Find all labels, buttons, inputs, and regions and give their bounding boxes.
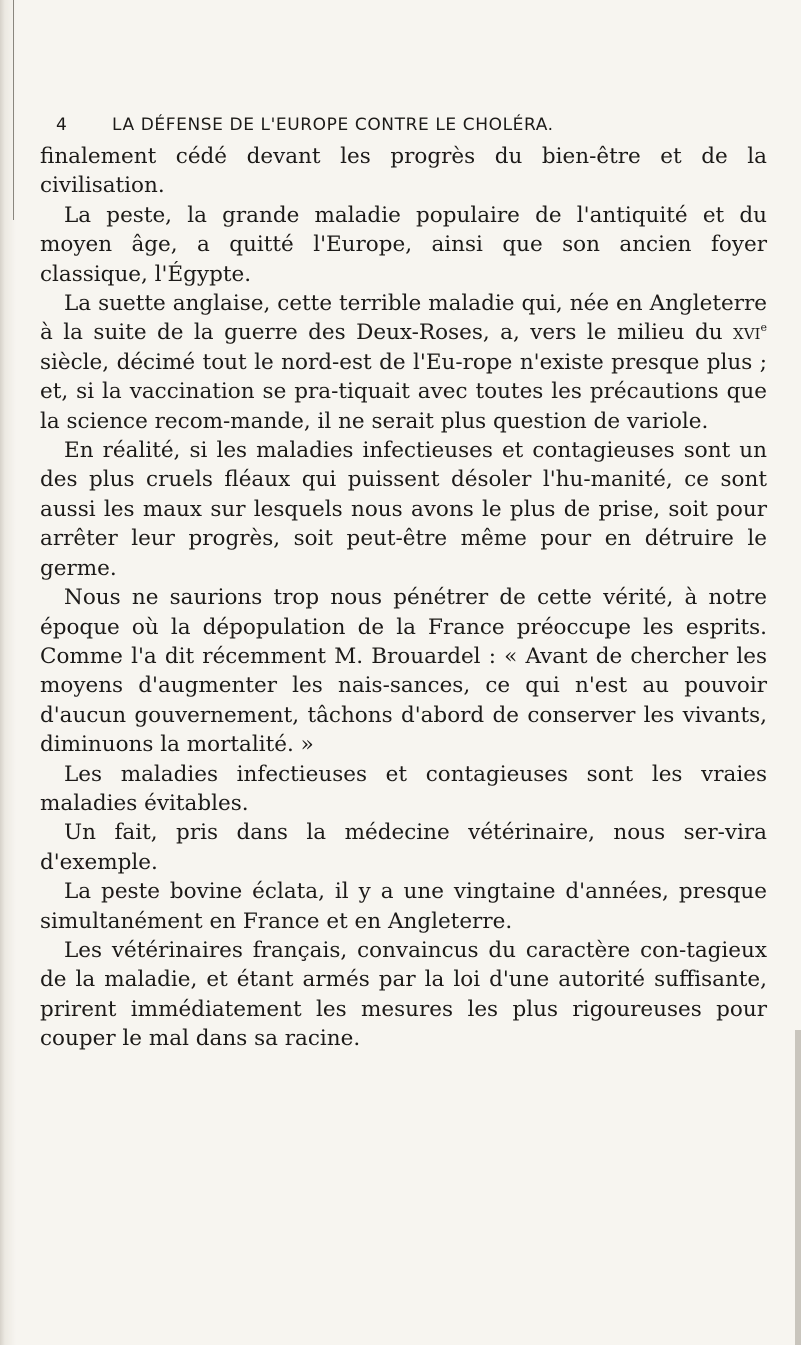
- suette-text-end: siècle, décimé tout le nord-est de l'Eu-rope n'existe presque plus ; et, si la vaccination se pra-tiquait avec toutes les précautions que la science recom-mande, il ne serait plus question de variole.: [40, 349, 767, 434]
- suette-text-start: La suette anglaise, cette terrible maladie qui, née en Angleterre à la suite de la guerre des Deux-Roses, a, vers le milieu du: [40, 291, 767, 346]
- paragraph-maladies-evitables: Les maladies infectieuses et contagieuses sont les vraies maladies évitables.: [40, 761, 767, 816]
- paragraph-exemple: Un fait, pris dans la médecine vétérinaire, nous ser-vira d'exemple.: [40, 820, 767, 875]
- book-page: [40, 112, 767, 1054]
- paragraph-realite: En réalité, si les maladies infectieuses et contagieuses sont un des plus cruels fléaux qui puissent désoler l'hu-manité, ce sont aussi les maux sur lesquels nous avons le plus de prise, soit pour arrêter leur progrès, soit peut-être même pour en détruire le germe.: [40, 438, 767, 581]
- binding-edge-line: [13, 0, 14, 220]
- century-numeral: xvi: [733, 320, 761, 346]
- century-superscript: e: [760, 321, 767, 335]
- paragraph-peste-bovine: La peste bovine éclata, il y a une vingtaine d'années, presque simultanément en France et en Angleterre.: [40, 879, 767, 934]
- page-edge-shadow: [795, 1030, 801, 1345]
- body-text: [40, 142, 767, 1054]
- paragraph-brouardel: Nous ne saurions trop nous pénétrer de cette vérité, à notre époque où la dépopulation de la France préoccupe les esprits. Comme l'a dit récemment M. Brouardel : « Avant de chercher les moyens d'augmenter les nais-sances, ce qui n'est au pouvoir d'aucun gouvernement, tâchons d'abord de conserver les vivants, diminuons la mortalité. »: [40, 585, 767, 758]
- page-number: 4: [56, 115, 68, 135]
- running-header: [40, 112, 767, 142]
- running-title: LA DÉFENSE DE L'EUROPE CONTRE LE CHOLÉRA.: [112, 115, 554, 135]
- paragraph-veterinaires: Les vétérinaires français, convaincus du caractère con-tagieux de la maladie, et étant armés par la loi d'une autorité suffisante, prirent immédiatement les mesures les plus rigoureuses pour couper le mal dans sa racine.: [40, 937, 767, 1052]
- paragraph-continuation: finalement cédé devant les progrès du bien-être et de la civilisation.: [40, 144, 767, 199]
- paragraph-suette: [40, 289, 767, 436]
- paragraph-peste: La peste, la grande maladie populaire de l'antiquité et du moyen âge, a quitté l'Europe, ainsi que son ancien foyer classique, l'Égypte.: [40, 202, 767, 287]
